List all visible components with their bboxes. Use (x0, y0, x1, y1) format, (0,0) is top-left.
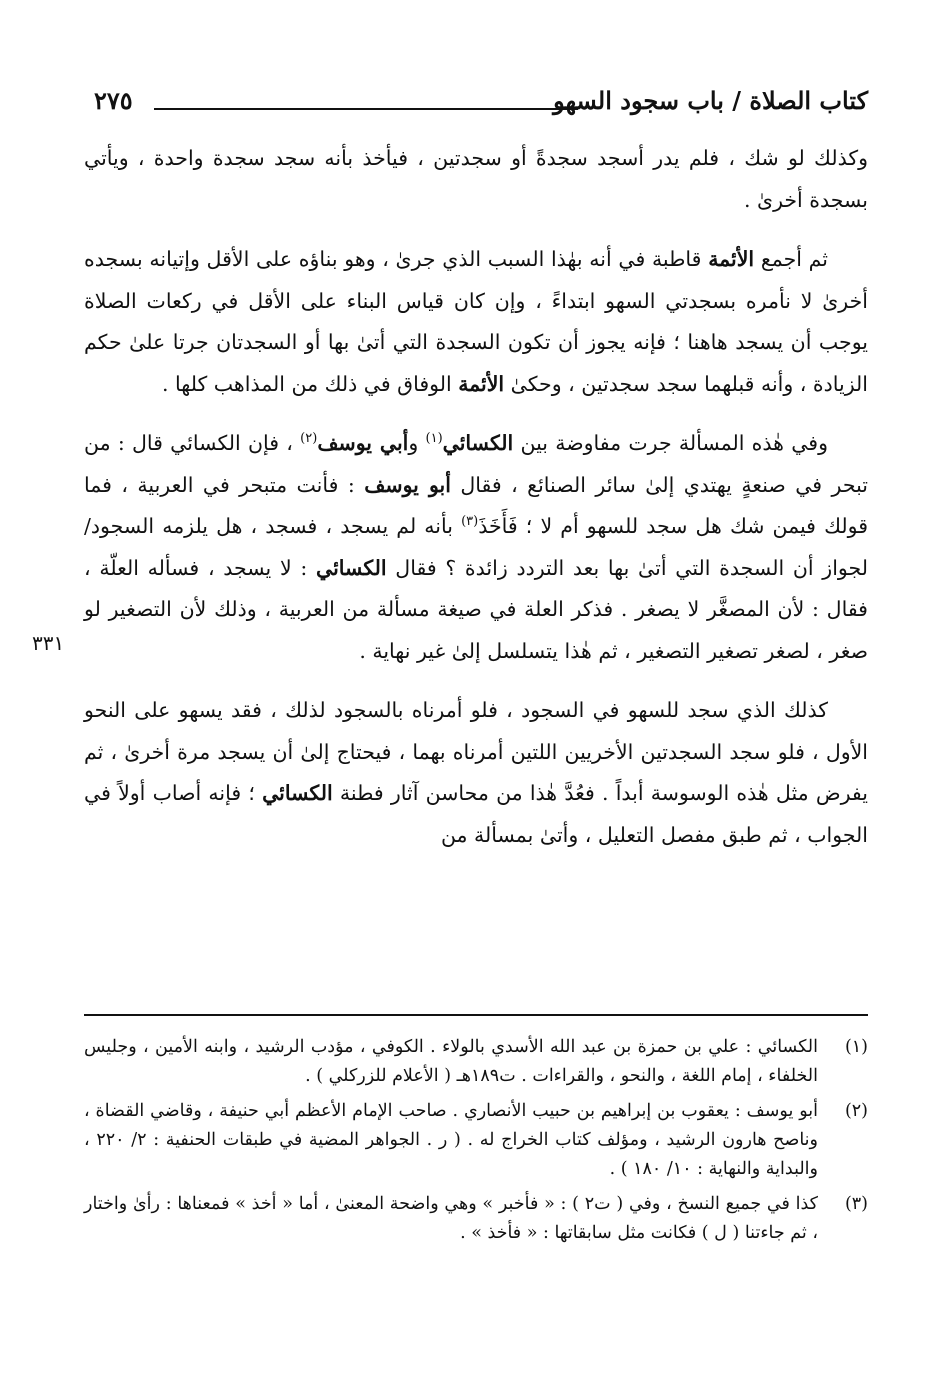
header-rule (154, 108, 578, 110)
paragraph-4 (84, 690, 868, 856)
p4-text-2: ؛ فإنه أصاب أولاً في الجواب ، ثم طبق مفصل التعليل ، وأتىٰ بمسألة من (84, 781, 868, 847)
footnote-ref-1[interactable]: (١) (425, 431, 443, 447)
p3-text-2: و (408, 431, 426, 455)
p4-bold-1: الكسائي (262, 781, 333, 805)
footnote-1 (84, 1033, 868, 1091)
p3-text-4: : فأنت متبحر في العربية ، فما قولك فيمن شك هل سجد للسهو أم لا ؛ فَأَخَذَ (84, 472, 868, 538)
paragraph-1 (84, 138, 868, 221)
footnotes (84, 1033, 868, 1254)
footnote-number: (١) (844, 1037, 868, 1057)
paragraph-1-text: وكذلك لو شك ، فلم يدر أسجد سجدةً أو سجدتين ، فيأخذ بأنه سجد سجدة واحدة ، ويأتي بسجدة أخرىٰ . (84, 146, 868, 212)
p2-text-2: قاطبة في أنه بهٰذا السبب الذي جرىٰ ، وهو بناؤه على الأقل وإتيانه بسجده أخرىٰ لا نأمره بسجدتي السهو ابتداءً ، وإن كان قياس البناء على الأقل في ركعات الصلاة يوجب أن يسجد هاهنا ؛ فإنه يجوز أن تكون السجدة التي أتىٰ بها أو السجدتان جرتا علىٰ حكم الزيادة ، وأنه قبلهما سجد سجدتين ، وحكىٰ (84, 247, 868, 396)
footnote-text: الكسائي : علي بن حمزة بن عبد الله الأسدي بالولاء . الكوفي ، مؤدب الرشيد ، وابنه الأمين ، وجليس الخلفاء ، إمام اللغة ، والنحو ، والقراءات . ت١٨٩هـ ( الأعلام للزركلي ) . (84, 1037, 818, 1086)
footnote-text: أبو يوسف : يعقوب بن إبراهيم بن حبيب الأنصاري . صاحب الإمام الأعظم أبي حنيفة ، وقاضي القضاة ، وناصح هارون الرشيد ، ومؤلف كتاب الخراج له . ( ر . الجواهر المضية في طبقات الحنفية : ٢/ ٢٢٠ ، والبداية والنهاية : ١٠/ ١٨٠ ) . (84, 1101, 818, 1179)
footnote-ref-2[interactable]: (٢) (300, 431, 318, 447)
p3-text-3: ، فإن الكسائي قال : من تبحر في صنعةٍ يهتدي إلىٰ سائر الصنائع ، فقال (84, 431, 868, 497)
footnote-3 (84, 1190, 868, 1248)
p3-text-5: بأنه لم يسجد ، فسجد ، هل يلزمه السجود/ لجواز أن السجدة التي أتىٰ بها بعد التردد زائدة ؟ فقال (84, 514, 868, 580)
p3-bold-4: الكسائي (316, 555, 387, 580)
p2-text-1: ثم أجمع (754, 247, 828, 271)
footnote-number: (٣) (844, 1194, 868, 1214)
p3-bold-3: أبو يوسف (364, 472, 451, 497)
footnote-2 (84, 1097, 868, 1184)
paragraph-2 (84, 239, 868, 405)
paragraph-3 (84, 423, 868, 672)
main-text (84, 138, 868, 856)
p3-text-6: : لا يسجد ، فسأله العلّة ، فقال : لأن المصغَّر لا يصغر . فذكر العلة في صيغة مسألة من العربية ، وذلك لأن التصغير لو صغر ، لصغر تصغير التصغير ، ثم هٰذا يتسلسل إلىٰ غير نهاية . (84, 555, 868, 663)
page-number: ٢٧٥ (94, 86, 133, 115)
running-title: كتاب الصلاة / باب سجود السهو (553, 86, 868, 115)
p3-text-1: وفي هٰذه المسألة جرت مفاوضة بين (513, 431, 828, 455)
footnote-separator (84, 1014, 868, 1016)
p2-bold-2: الأئمة (458, 371, 505, 396)
footnote-number: (٢) (844, 1101, 868, 1121)
p3-bold-2: أبي يوسف (317, 431, 409, 455)
p2-bold-1: الأئمة (708, 247, 755, 271)
p3-bold-1: الكسائي (442, 431, 514, 455)
page-header (84, 86, 868, 126)
footnote-ref-3[interactable]: (٣) (461, 514, 479, 530)
margin-manuscript-folio: ٣٣١ (32, 631, 65, 655)
footnote-text: كذا في جميع النسخ ، وفي ( ت٢ ) : « فأخبر » وهي واضحة المعنىٰ ، أما « أخذ » فمعناها : رأىٰ واختار ، ثم جاءتنا ( ل ) فكانت مثل سابقاتها : « فأخذ » . (84, 1194, 818, 1243)
p4-text-1: كذلك الذي سجد للسهو في السجود ، فلو أمرناه بالسجود لذلك ، فقد يسهو على النحو الأول ، فلو سجد السجدتين الأخريين اللتين أمرناه بهما ، فيحتاج إلىٰ أن يسجد مرة أخرىٰ ، ثم يفرض مثل هٰذه الوسوسة أبداً . فعُدَّ هٰذا من محاسن آثار فطنة (84, 698, 868, 805)
p2-text-3: الوفاق في ذلك من المذاهب كلها . (162, 371, 459, 396)
